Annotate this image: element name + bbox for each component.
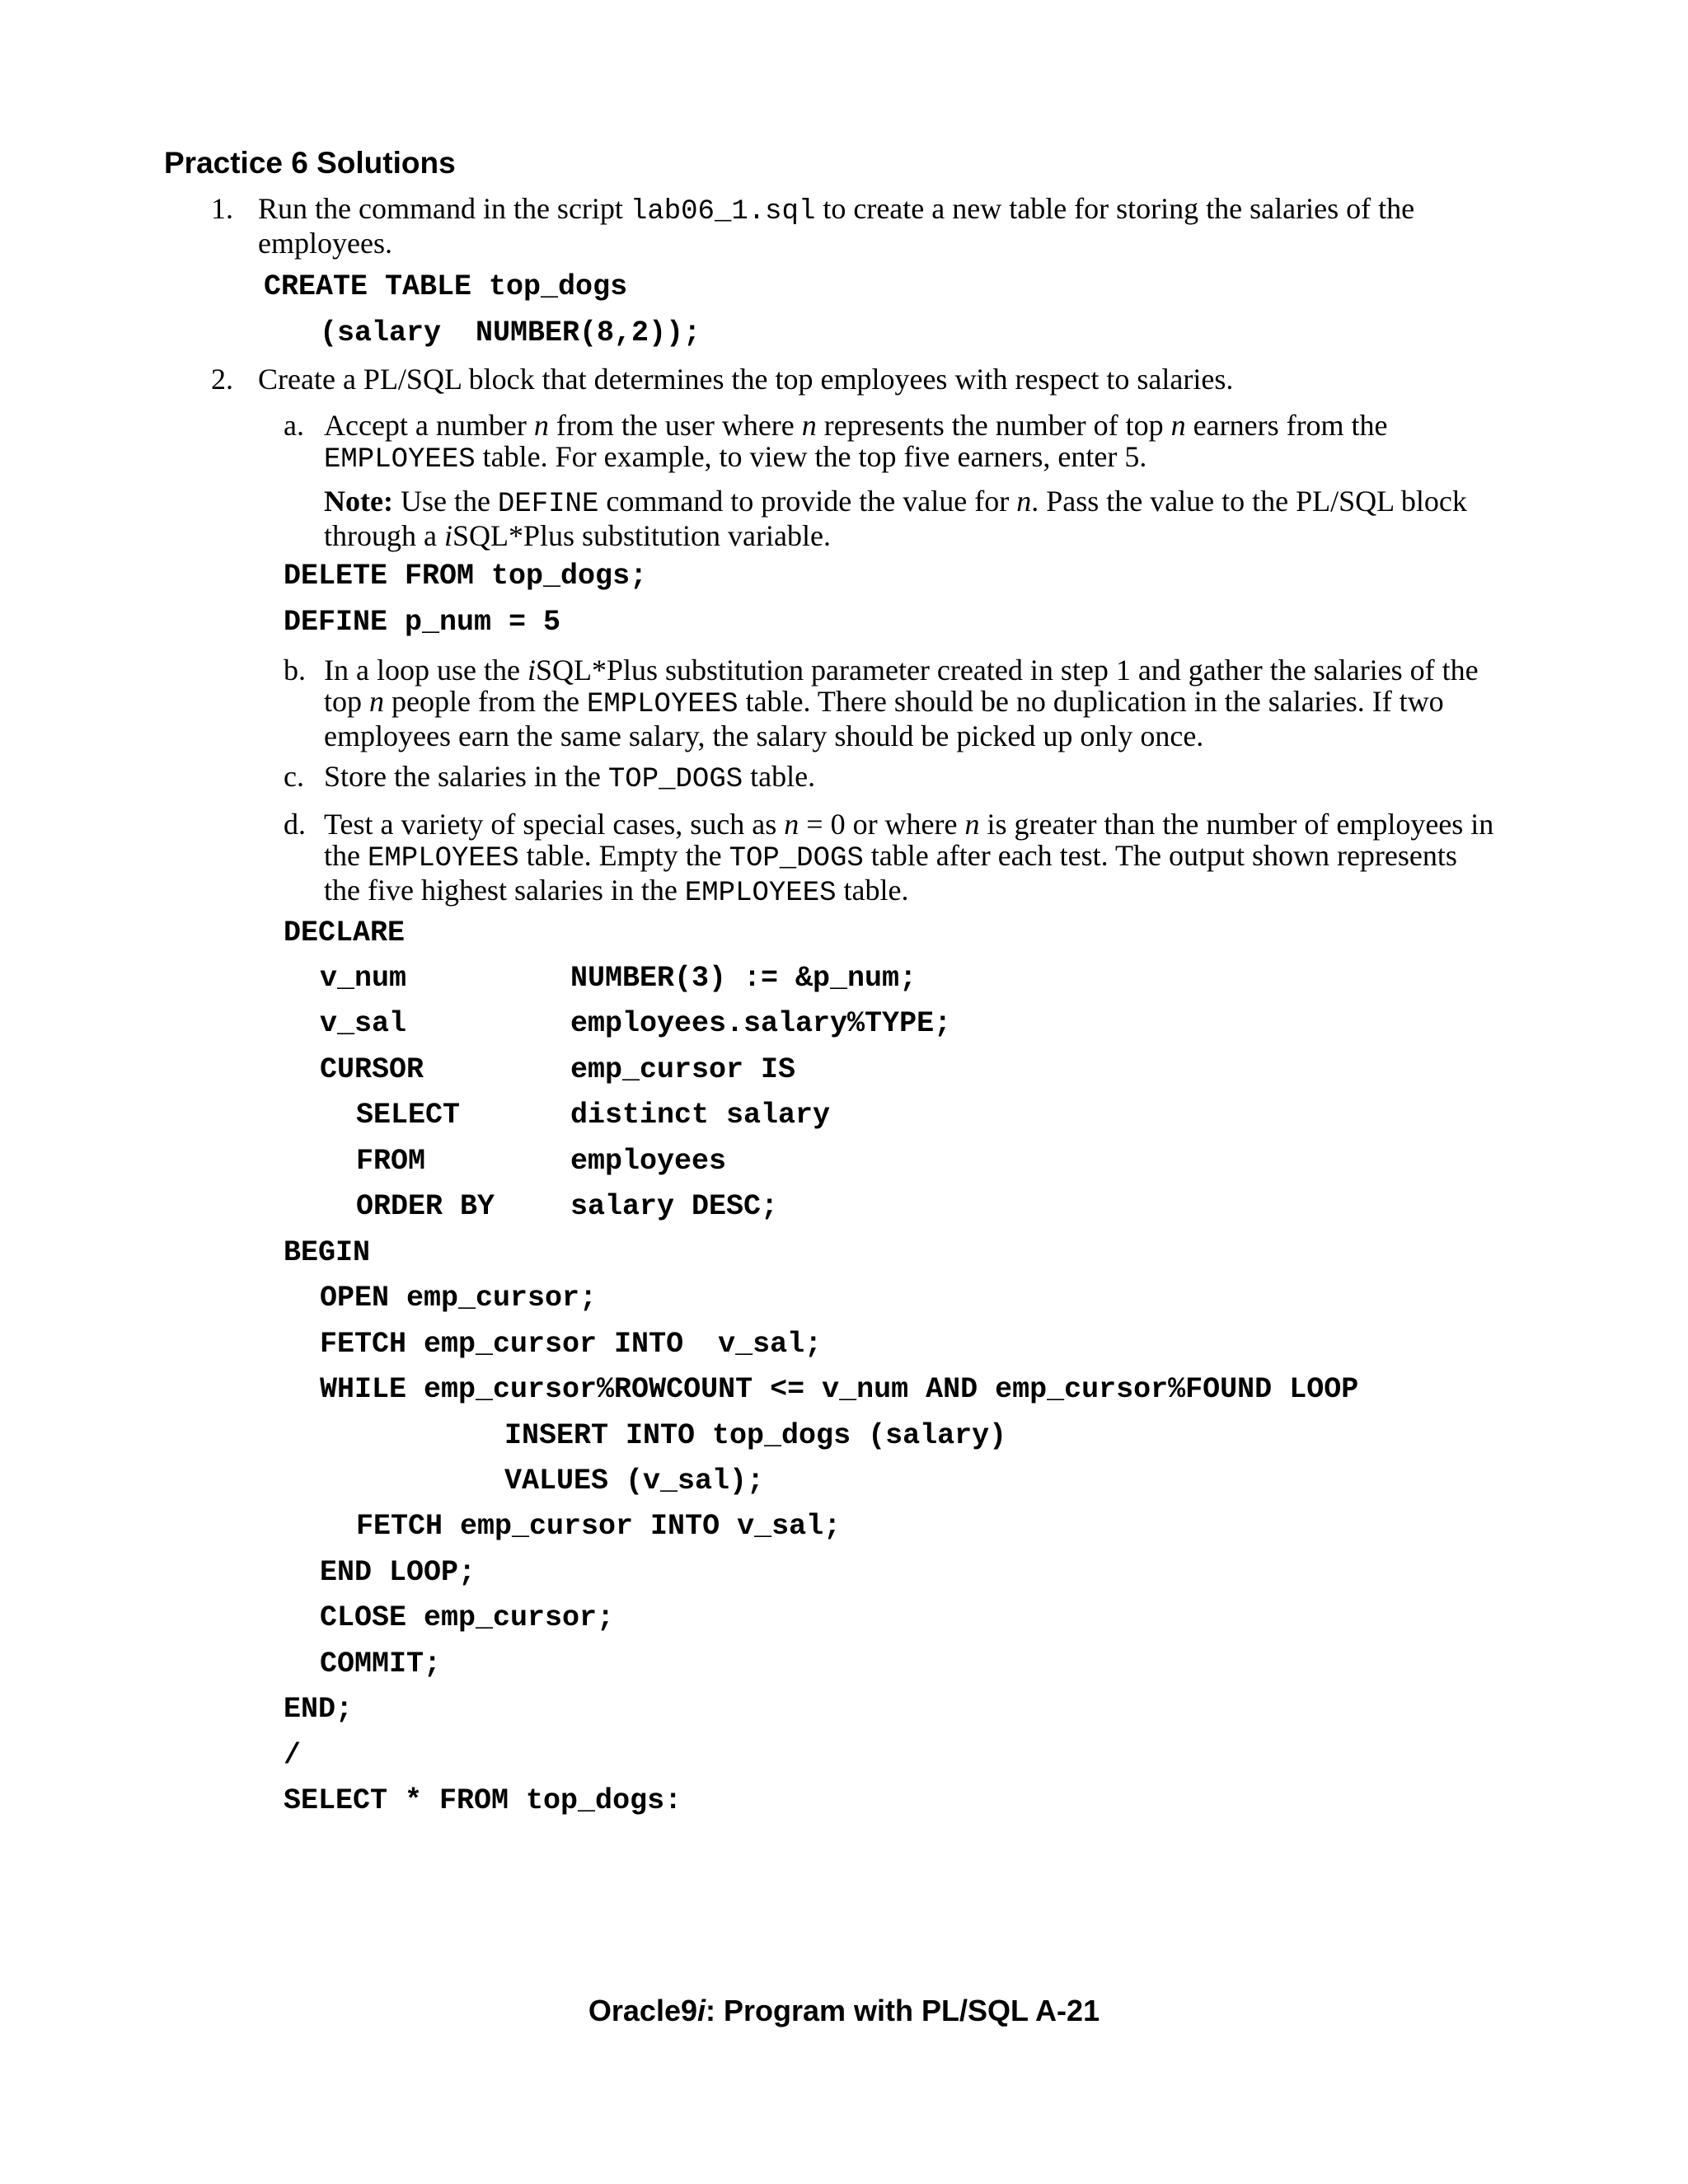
code-while: WHILE emp_cursor%ROWCOUNT <= v_num AND emp_cursor%FOUND LOOP — [320, 1373, 1359, 1406]
item-2-text: Create a PL/SQL block that determines the top employees with respect to salaries. — [258, 363, 1234, 396]
code-fetch-first: FETCH emp_cursor INTO v_sal; — [320, 1328, 823, 1361]
code-from-keyword: FROM — [356, 1145, 426, 1178]
code-open: OPEN emp_cursor; — [320, 1282, 598, 1315]
page-title: Practice 6 Solutions — [164, 146, 456, 180]
create-table-code-column: (salary NUMBER(8,2)); — [320, 316, 701, 349]
step-a-text: Accept a number n from the user where n represents the number of top n earners from the EMPLOYEES table. For example, to view the top five earners, enter 5. — [324, 409, 1388, 476]
code-v-num-type: NUMBER(3) := &p_num; — [570, 962, 917, 995]
code-v-sal-type: employees.salary%TYPE; — [570, 1007, 952, 1040]
item-1-number: 1. — [211, 192, 233, 225]
code-select-value: distinct salary — [570, 1099, 831, 1132]
step-a-label: a. — [284, 409, 304, 442]
code-commit: COMMIT; — [320, 1647, 442, 1680]
code-fetch-loop: FETCH emp_cursor INTO v_sal; — [356, 1510, 842, 1543]
page-footer: Oracle9i: Program with PL/SQL A-21 — [588, 1994, 1100, 2027]
code-values: VALUES (v_sal); — [504, 1465, 765, 1497]
step-b-label: b. — [284, 654, 306, 687]
code-close: CLOSE emp_cursor; — [320, 1601, 615, 1634]
code-cursor-keyword: CURSOR — [320, 1053, 424, 1086]
code-order-keyword: ORDER BY — [356, 1190, 495, 1223]
code-declare: DECLARE — [284, 916, 406, 949]
create-table-code: CREATE TABLE top_dogs — [264, 270, 628, 303]
step-c-label: c. — [284, 760, 304, 793]
item-1-text: Run the command in the script lab06_1.sql to create a new table for storing the salaries of the employees. — [258, 192, 1415, 260]
code-end-loop: END LOOP; — [320, 1556, 476, 1589]
step-d-text: Test a variety of special cases, such as n = 0 or where n is greater than the number of employees in the EMPLOYEES table. Empty the TOP_DOGS table after each test. The output shown represents the five highest salaries in the EMPLOYEES table. — [324, 808, 1494, 909]
note-label: Note: — [324, 485, 393, 518]
code-from-value: employees — [570, 1145, 727, 1178]
code-select-all: SELECT * FROM top_dogs: — [284, 1784, 682, 1817]
define-code: DEFINE p_num = 5 — [284, 606, 561, 639]
code-slash: / — [284, 1739, 302, 1772]
step-b-text: In a loop use the iSQL*Plus substitution parameter created in step 1 and gather the salaries of the top n people from the EMPLOYEES table. There should be no duplication in the salaries. If two employees earn the same salary, the salary should be picked up only once. — [324, 654, 1479, 752]
delete-code: DELETE FROM top_dogs; — [284, 560, 648, 593]
code-cursor-def: emp_cursor IS — [570, 1053, 796, 1086]
step-d-label: d. — [284, 808, 306, 841]
code-select-keyword: SELECT — [356, 1099, 461, 1132]
script-filename: lab06_1.sql — [630, 196, 816, 227]
code-order-value: salary DESC; — [570, 1190, 779, 1223]
item-2-number: 2. — [211, 363, 233, 396]
code-end: END; — [284, 1693, 354, 1726]
code-v-num-name: v_num — [320, 962, 407, 995]
code-insert: INSERT INTO top_dogs (salary) — [504, 1419, 1007, 1452]
code-v-sal-name: v_sal — [320, 1007, 407, 1040]
code-begin: BEGIN — [284, 1236, 371, 1269]
step-c-text: Store the salaries in the TOP_DOGS table. — [324, 760, 816, 795]
note-text: Note: Use the DEFINE command to provide the value for n. Pass the value to the PL/SQL block through a iSQL*Plus substitution variable. — [324, 485, 1467, 552]
